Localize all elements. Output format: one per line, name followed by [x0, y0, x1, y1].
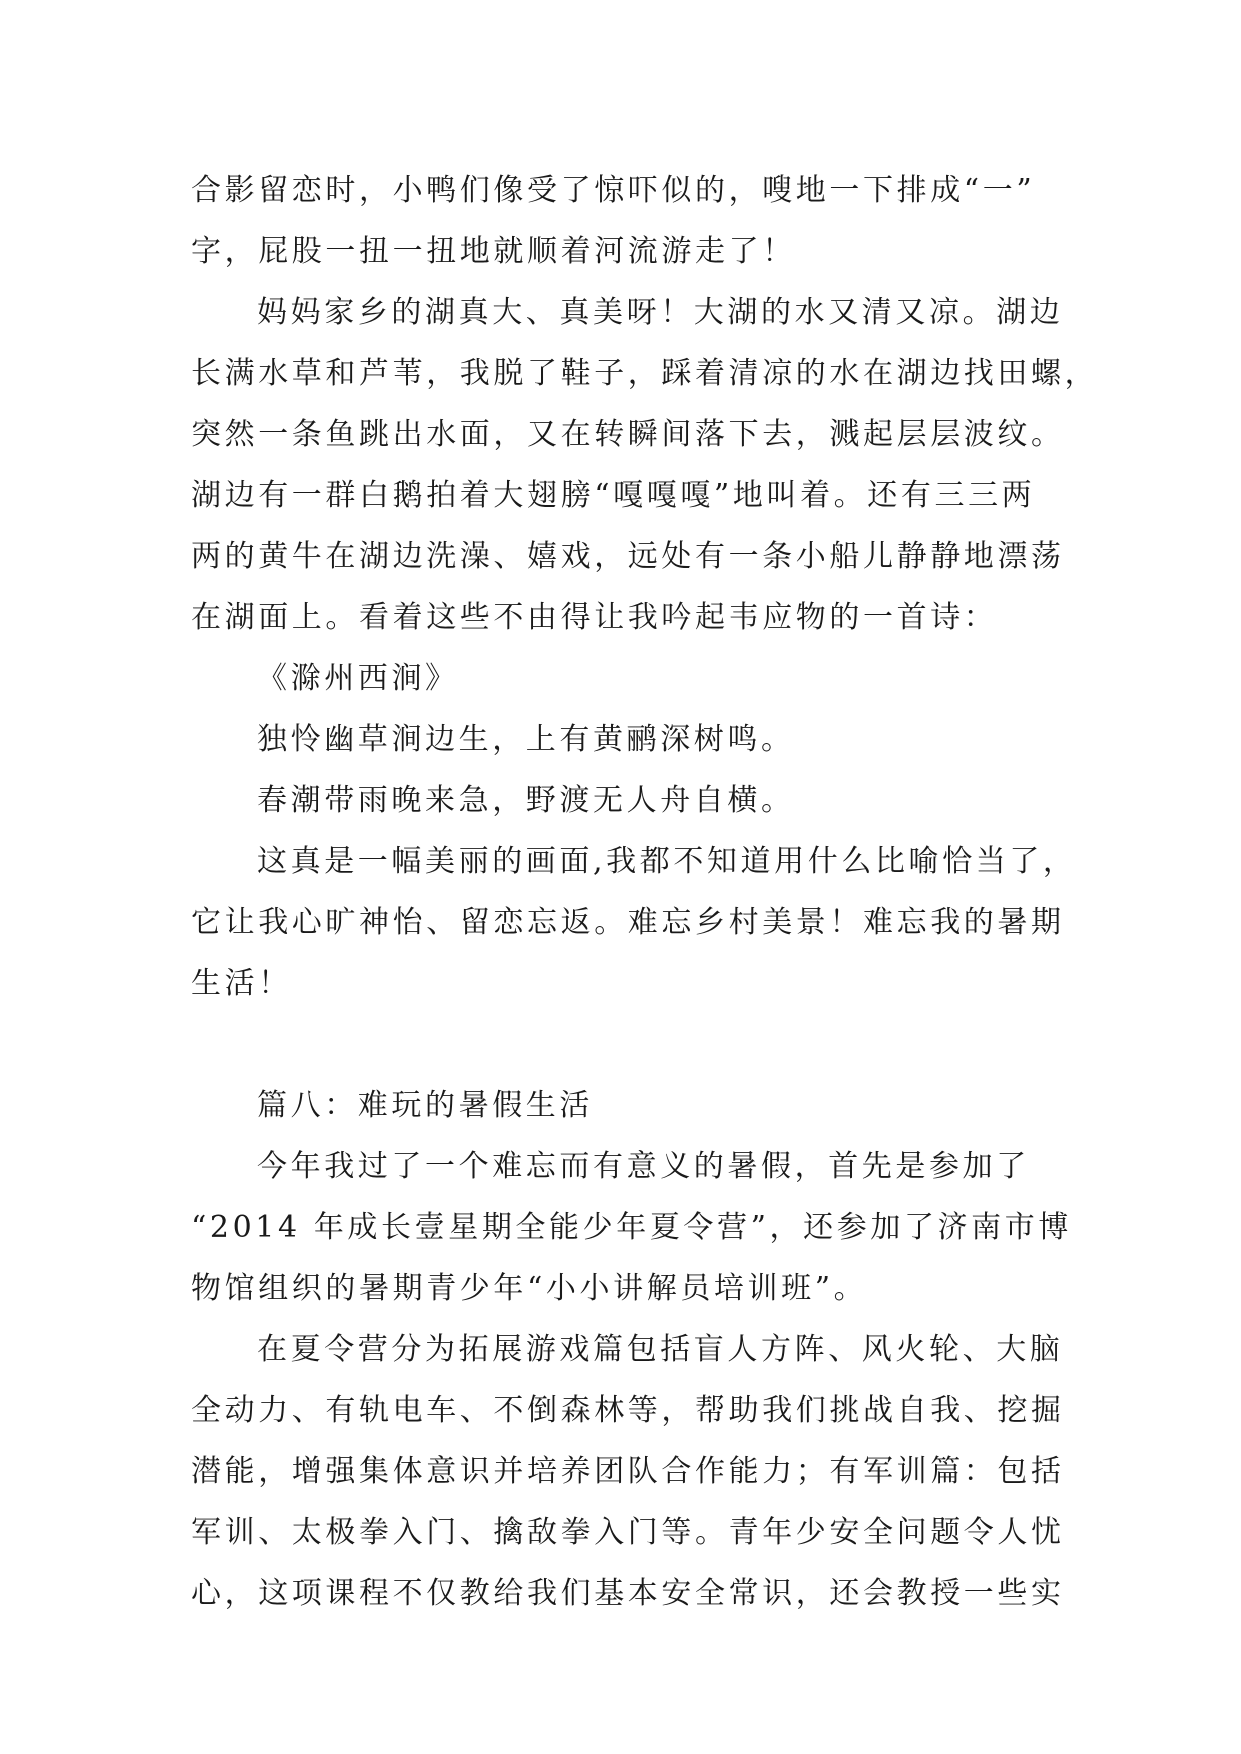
text-line: 它让我心旷神怡、留恋忘返。难忘乡村美景！难忘我的暑期 [191, 905, 1065, 940]
document-page [191, 160, 1099, 1624]
text-line: 物馆组织的暑期青少年“小小讲解员培训班”。 [191, 1271, 868, 1306]
section-gap [191, 1014, 1053, 1075]
text-line: 突然一条鱼跳出水面，又在转瞬间落下去，溅起层层波纹。 [191, 417, 1065, 452]
text-line: 生活！ [191, 966, 292, 1001]
text-line: 潜能，增强集体意识并培养团队合作能力；有军训篇：包括 [191, 1454, 1065, 1489]
paragraph [191, 160, 1053, 282]
text-line: 合影留恋时，小鸭们像受了惊吓似的，嗖地一下排成“一” [191, 173, 1036, 208]
section-heading: 篇八：难玩的暑假生活 [257, 1088, 593, 1123]
poem-line: 春潮带雨晚来急，野渡无人舟自横。 [257, 783, 795, 818]
poem-line: 独怜幽草涧边生，上有黄鹂深树鸣。 [257, 722, 795, 757]
text-line: 湖边有一群白鹅拍着大翅膀“嘎嘎嘎”地叫着。还有三三两 [191, 478, 1036, 513]
paragraph [191, 282, 1099, 648]
text-line: 全动力、有轨电车、不倒森林等，帮助我们挑战自我、挖掘 [191, 1393, 1065, 1428]
text-line: 在湖面上。看着这些不由得让我吟起韦应物的一首诗： [191, 600, 998, 635]
text-line: 心，这项课程不仅教给我们基本安全常识，还会教授一些实 [191, 1576, 1065, 1611]
poem [191, 648, 1053, 831]
text-line: 妈妈家乡的湖真大、真美呀！大湖的水又清又凉。湖边 [257, 295, 1064, 330]
text-line: 这真是一幅美丽的画面,我都不知道用什么比喻恰当了， [257, 844, 1077, 879]
paragraph [191, 831, 1077, 1014]
text-line: 两的黄牛在湖边洗澡、嬉戏，远处有一条小船儿静静地漂荡 [191, 539, 1065, 574]
text-line: 军训、太极拳入门、擒敌拳入门等。青年少安全问题令人忧 [191, 1515, 1065, 1550]
text-line: “2014 年成长壹星期全能少年夏令营”，还参加了济南市博 [191, 1210, 1072, 1245]
poem-title: 《滁州西涧》 [257, 661, 459, 696]
paragraph [191, 1136, 1072, 1319]
text-line: 字，屁股一扭一扭地就顺着河流游走了！ [191, 234, 796, 269]
text-line: 在夏令营分为拓展游戏篇包括盲人方阵、风火轮、大脑 [257, 1332, 1064, 1367]
text-line: 长满水草和芦苇，我脱了鞋子，踩着清凉的水在湖边找田螺， [191, 356, 1099, 391]
text-line: 今年我过了一个难忘而有意义的暑假，首先是参加了 [257, 1149, 1030, 1184]
paragraph [191, 1319, 1065, 1624]
